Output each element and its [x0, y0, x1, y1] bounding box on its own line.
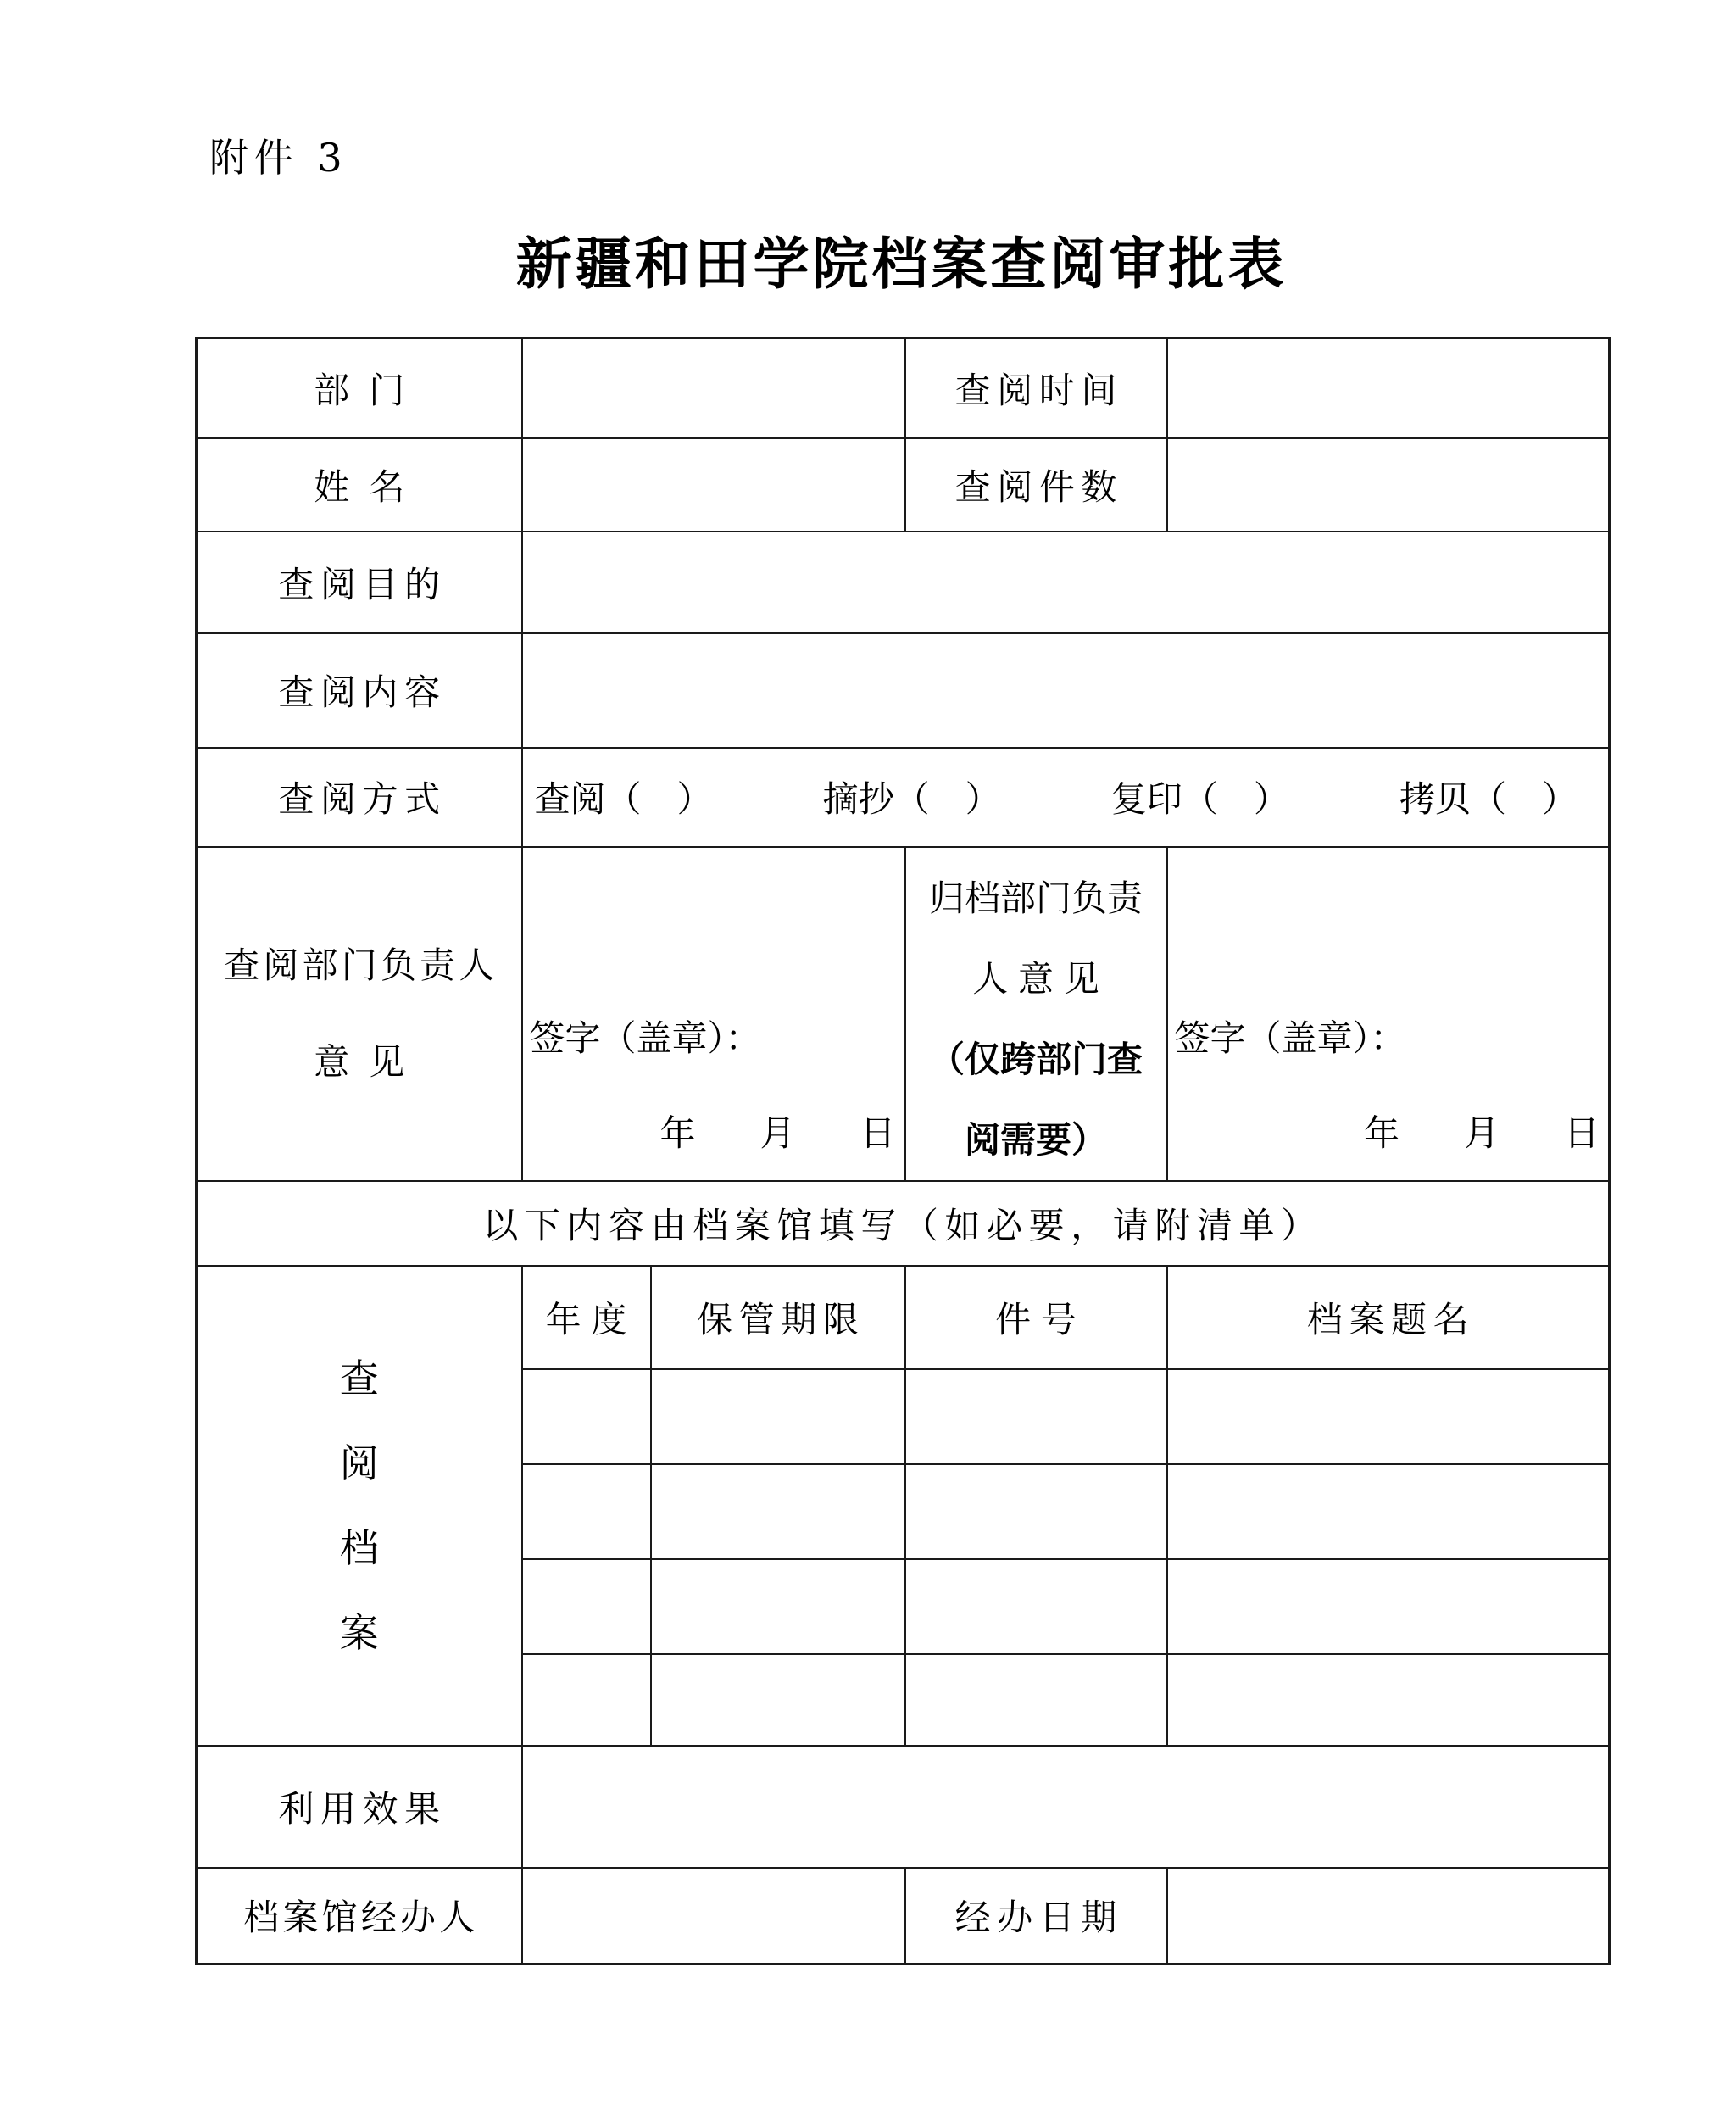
dept-opinion-sign-area [523, 850, 904, 1177]
archive-title-value-cell [1167, 1559, 1610, 1654]
table-row [197, 847, 1610, 1181]
purpose-label-cell [197, 532, 522, 633]
archive-opinion-sign-area [1168, 850, 1609, 1177]
year-value-cell [522, 1464, 651, 1559]
archive-title-value-cell [1167, 1654, 1610, 1746]
archive-title-value-cell [1167, 1369, 1610, 1464]
purpose-label: 查阅目的 [278, 563, 447, 605]
method-option-copy: 拷贝（ ） [1399, 778, 1577, 820]
method-option-photocopy: 复印（ ） [1110, 778, 1289, 820]
content-label: 查阅内容 [278, 671, 447, 713]
archive-opinion-line3: （仅跨部门查 [928, 1038, 1143, 1080]
date-line [530, 1106, 896, 1156]
vertical-char: 阅 [339, 1440, 379, 1486]
content-label-cell [197, 633, 522, 748]
item-number-value-cell [905, 1464, 1167, 1559]
year-header-cell [522, 1266, 651, 1369]
table-row [197, 1266, 1610, 1369]
sign-seal-label: 签字（盖章）： [1174, 1017, 1406, 1059]
date-year-label: 年 [659, 1112, 696, 1154]
method-options [523, 772, 1609, 822]
archive-opinion-line1: 归档部门负责 [928, 877, 1143, 919]
table-row [197, 338, 1610, 438]
vertical-char: 案 [339, 1609, 379, 1656]
name-label: 姓名 [314, 465, 425, 508]
purpose-value-cell [522, 532, 1610, 633]
archive-opinion-line4: 阅需要） [964, 1118, 1107, 1161]
dept-opinion-label-line1: 查阅部门负责人 [224, 944, 498, 986]
dept-opinion-sign-cell [522, 847, 905, 1181]
review-count-label-cell [905, 438, 1167, 532]
usage-effect-value-cell [522, 1746, 1610, 1868]
archive-fill-note-cell [197, 1181, 1610, 1266]
table-row [197, 532, 1610, 633]
vertical-char: 查 [339, 1355, 379, 1401]
dept-opinion-label-cell [197, 847, 522, 1181]
review-count-label: 查阅件数 [954, 465, 1123, 508]
sign-seal-label: 签字（盖章）： [529, 1017, 761, 1059]
item-number-value-cell [905, 1654, 1167, 1746]
handle-date-label: 经办日期 [954, 1897, 1123, 1939]
date-day-label: 日 [860, 1112, 896, 1154]
item-number-header-cell [905, 1266, 1167, 1369]
year-value-cell [522, 1369, 651, 1464]
handler-label: 档案馆经办人 [243, 1897, 479, 1939]
retention-period-header: 保管期限 [697, 1298, 865, 1340]
usage-effect-label: 利用效果 [278, 1787, 447, 1830]
review-time-label-cell [905, 338, 1167, 438]
vertical-char: 档 [339, 1524, 379, 1571]
method-option-review: 查阅（ ） [534, 778, 713, 820]
handler-label-cell [197, 1868, 522, 1964]
archive-lookup-vertical-label [198, 1336, 521, 1675]
method-label: 查阅方式 [278, 778, 447, 820]
handle-date-value-cell [1167, 1868, 1610, 1964]
dept-opinion-label-line2: 意见 [314, 1040, 425, 1083]
content-value-cell [522, 633, 1610, 748]
table-row [197, 1746, 1610, 1868]
archive-opinion-sign-cell [1167, 847, 1610, 1181]
archive-dept-opinion-label [906, 848, 1166, 1180]
method-option-excerpt: 摘抄（ ） [822, 778, 1001, 820]
year-header: 年度 [545, 1298, 637, 1340]
page-title: 新疆和田学院档案查阅审批表 [515, 231, 1288, 297]
name-value-cell [522, 438, 905, 532]
approval-form-table [195, 337, 1611, 1965]
table-row [197, 1868, 1610, 1964]
retention-period-value-cell [651, 1559, 905, 1654]
archive-title-header: 档案题名 [1306, 1298, 1476, 1340]
department-value-cell [522, 338, 905, 438]
archive-dept-opinion-label-cell [905, 847, 1167, 1181]
review-time-value-cell [1167, 338, 1610, 438]
department-label-cell [197, 338, 522, 438]
archive-opinion-line2: 人意见 [972, 957, 1110, 1000]
handle-date-label-cell [905, 1868, 1167, 1964]
method-options-cell [522, 748, 1610, 847]
item-number-value-cell [905, 1559, 1167, 1654]
handler-value-cell [522, 1868, 905, 1964]
method-label-cell [197, 748, 522, 847]
archive-fill-note: 以下内容由档案馆填写（如必要，请附清单） [482, 1204, 1323, 1246]
date-day-label: 日 [1563, 1112, 1600, 1154]
retention-period-header-cell [651, 1266, 905, 1369]
retention-period-value-cell [651, 1464, 905, 1559]
year-value-cell [522, 1654, 651, 1746]
review-time-label: 查阅时间 [954, 369, 1123, 411]
date-month-label: 月 [760, 1112, 796, 1154]
date-month-label: 月 [1463, 1112, 1500, 1154]
table-row [197, 1181, 1610, 1266]
table-row [197, 438, 1610, 532]
archive-title-header-cell [1167, 1266, 1610, 1369]
item-number-header: 件号 [995, 1298, 1087, 1340]
attachment-label: 附件 3 [209, 135, 348, 181]
usage-effect-label-cell [197, 1746, 522, 1868]
archive-title-value-cell [1167, 1464, 1610, 1559]
date-year-label: 年 [1363, 1112, 1399, 1154]
table-row [197, 748, 1610, 847]
item-number-value-cell [905, 1369, 1167, 1464]
date-line [1175, 1106, 1600, 1156]
retention-period-value-cell [651, 1369, 905, 1464]
department-label: 部门 [314, 369, 425, 411]
review-count-value-cell [1167, 438, 1610, 532]
name-label-cell [197, 438, 522, 532]
year-value-cell [522, 1559, 651, 1654]
archive-lookup-label-cell [197, 1266, 522, 1746]
retention-period-value-cell [651, 1654, 905, 1746]
table-row [197, 633, 1610, 748]
